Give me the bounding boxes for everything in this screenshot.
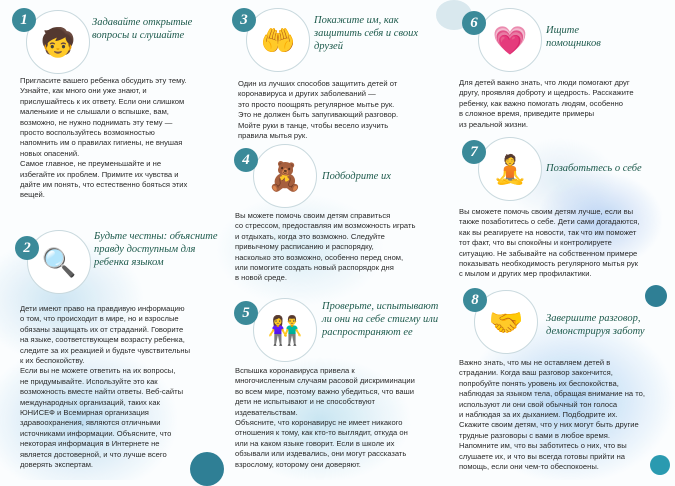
number-badge: 4	[234, 148, 258, 172]
section-title: Подбодрите их	[322, 171, 391, 182]
hand-washing-icon: 🤲	[246, 8, 310, 72]
web-page-search-icon: 🔍	[27, 230, 91, 294]
section-body: Вы сможете помочь своим детям лучше, если вы также позаботитесь о себе. Дети сами догадаются, как вы реагируете на новости, так что им поможет тот факт, что вы спокойны и контролируете ситуацию. Не забывайте на собственном примере показывать необходимость регулярного мытья рук с мылом и других мер профилактики.	[459, 207, 640, 279]
number-badge: 8	[463, 288, 487, 312]
number-badge: 7	[462, 140, 486, 164]
two-children-icon: 👫	[253, 298, 317, 362]
number-badge: 6	[462, 11, 486, 35]
section-title: Задавайте открытые вопросы и слушайте	[92, 17, 193, 41]
virus-decoration-icon	[645, 285, 667, 307]
number-badge: 1	[12, 8, 36, 32]
section-body: Вы можете помочь своим детям справиться со стрессом, предоставляя им возможность играть и отдыхать, когда это возможно. Следуйте привычному расписанию и распорядку, насколько это возможно, особенно перед сном, или помогите создать новый распорядок дня в новой среде.	[235, 211, 416, 283]
heart-hands-icon: 💗	[478, 8, 542, 72]
section-title: Проверьте, испытывают ли они на себе стигму или распространяют ее	[322, 301, 439, 338]
number-badge: 3	[232, 8, 256, 32]
child-question-icon: 🧒	[26, 10, 90, 74]
section-title: Ищите помощников	[546, 25, 601, 49]
section-title: Покажите им, как защитить себя и своих друзей	[314, 15, 419, 52]
section-title: Позаботьтесь о себе	[546, 163, 642, 174]
caring-hands-icon: 🤝	[474, 290, 538, 354]
section-title: Завершите разговор, демонстрируя заботу	[546, 313, 645, 337]
section-body: Пригласите вашего ребенка обсудить эту тему. Узнайте, как много они уже знают, и прислушайтесь к их ответу. Если они слишком маленькие и не слышали о вспышке, вам, возможно, не нужно поднимать эту тему — просто воспользуйтесь возможностью напомнить им о правилах гигиены, не внушая новых опасений. Самое главное, не преуменьшайте и не избегайте их проблем. Примите их чувства и дайте им понять, что естественно бояться этих вещей.	[20, 76, 188, 200]
teddy-bear-icon: 🧸	[253, 144, 317, 208]
section-body: Дети имеют право на правдивую информацию о том, что происходит в мире, но и взрослые обязаны защищать их от страданий. Говорите на языке, соответствующем возрасту ребенка, следите за их реакцией и будьте чувствительны к их беспокойству. Если вы не можете ответить на их вопросы, не придумывайте. Используйте это как возможность вместе найти ответы. Веб-сайты международных организаций, таких как ЮНИСЕФ и Всемирная организация здравоохранения, являются отличными источниками информации. Объясните, что некоторая информация в Интернете не является достоверной, и что лучше всего доверять экспертам.	[20, 304, 191, 470]
section-body: Важно знать, что мы не оставляем детей в страдании. Когда ваш разговор закончится, попробуйте понять уровень их беспокойства, наблюдая за языком тела, обращая внимание на то, используют ли они свой обычный тон голоса и наблюдая за их дыханием. Подбодрите их. Скажите своим детям, что у них могут быть другие трудные разговоры с вами в любое время. Напомните им, что вы заботитесь о них, что вы слушаете их, и что вы всегда готовы прийти на помощь, если они чем-то обеспокоены.	[459, 358, 645, 472]
meditation-icon: 🧘	[478, 137, 542, 201]
section-title: Будьте честны: объясните правду доступным для ребенка языком	[94, 231, 218, 268]
number-badge: 2	[15, 236, 39, 260]
section-body: Один из лучших способов защитить детей от коронавируса и других заболеваний — это просто поощрять регулярное мытье рук. Это не должен быть запугивающий разговор. Мойте руки в танце, чтобы весело изучить правила мытья рук.	[238, 79, 399, 141]
section-body: Вспышка коронавируса привела к многочисленным случаям расовой дискриминации во всем мире, поэтому важно убедиться, что ваши дети не испытывают и не способствуют издевательствам. Объясните, что коронавирус не имеет никакого отношения к тому, как кто-то выглядит, откуда он или на каком языке говорит. Если в школе их обзывали или издевались, они могут рассказать взрослому, которому они доверяют.	[235, 366, 415, 469]
number-badge: 5	[234, 301, 258, 325]
section-body: Для детей важно знать, что люди помогают друг другу, проявляя доброту и щедрость. Расскажите ребенку, как важно помогать людям, особенно в сложное время, приведите примеры из реальной жизни.	[459, 78, 634, 129]
